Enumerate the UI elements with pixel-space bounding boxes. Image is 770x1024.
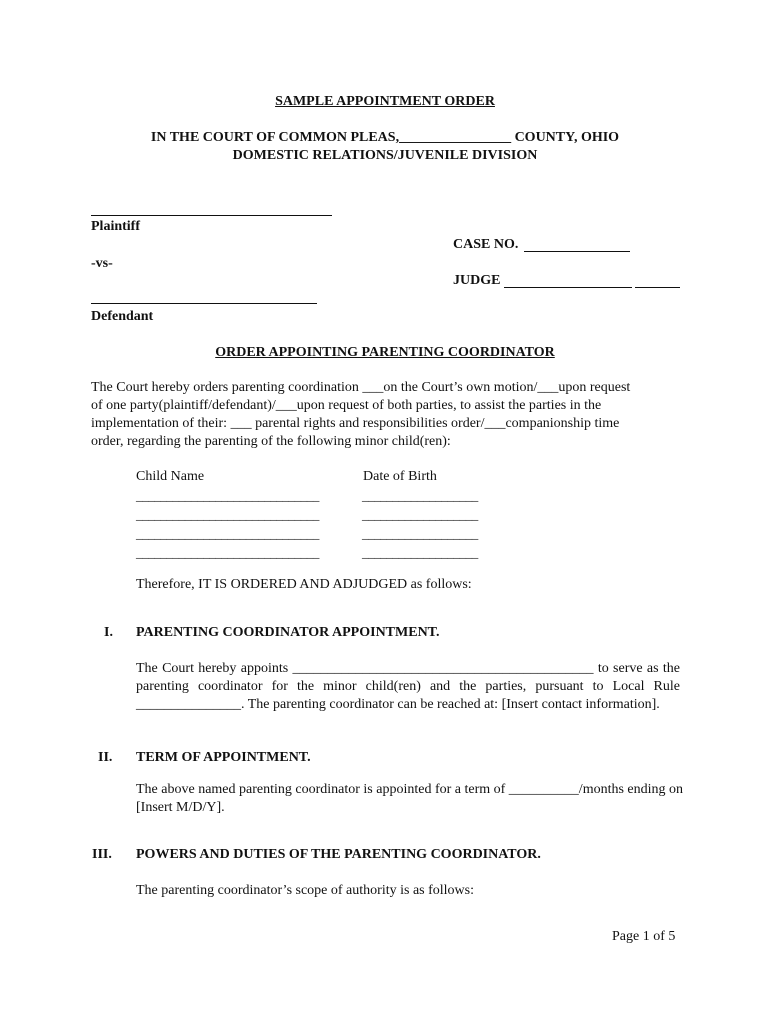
- vs-label: -vs-: [91, 256, 113, 271]
- intro-line-4: order, regarding the parenting of the following minor child(ren):: [91, 434, 451, 449]
- intro-line-3: implementation of their: ___ parental rights and responsibilities order/___companionship time: [91, 416, 620, 431]
- child-dob-blank: ___________________: [362, 545, 478, 560]
- section-1-body: The Court hereby appoints ___________________________________________ to serve as the parenting coordinator for the minor child(ren) and the parties, pursuant to Local Rule _______________. The parenting coordinator can be reached at: [Insert contact information].: [136, 661, 680, 712]
- section-1-numeral: I.: [104, 625, 113, 640]
- intro-line-2: of one party(plaintiff/defendant)/___upon request of both parties, to assist the parties in the: [91, 398, 602, 413]
- child-dob-blank: ___________________: [362, 526, 478, 541]
- section-2-numeral: II.: [98, 750, 113, 765]
- section-2-body: The above named parenting coordinator is appointed for a term of __________/months ending on [Insert M/D/Y].: [136, 782, 684, 815]
- section-3-heading: POWERS AND DUTIES OF THE PARENTING COORDINATOR.: [136, 847, 541, 862]
- section-1-heading: PARENTING COORDINATOR APPOINTMENT.: [136, 625, 440, 640]
- defendant-label: Defendant: [91, 309, 154, 324]
- child-name-blank: ______________________________: [136, 488, 320, 503]
- plaintiff-label: Plaintiff: [91, 219, 140, 234]
- case-no-blank: [524, 251, 630, 252]
- child-name-blank: ______________________________: [136, 545, 320, 560]
- judge-blank-2: [635, 287, 680, 288]
- judge-blank-1: [504, 287, 632, 288]
- intro-line-1: The Court hereby orders parenting coordination ___on the Court’s own motion/___upon request: [91, 380, 631, 395]
- plaintiff-signature-line: [91, 215, 332, 216]
- child-dob-blank: ___________________: [362, 488, 478, 503]
- section-3-body: The parenting coordinator’s scope of authority is as follows:: [136, 883, 474, 898]
- child-dob-blank: ___________________: [362, 507, 478, 522]
- judge-label: JUDGE: [453, 273, 501, 288]
- section-2-heading: TERM OF APPOINTMENT.: [136, 750, 311, 765]
- therefore-text: Therefore, IT IS ORDERED AND ADJUDGED as follows:: [136, 577, 472, 592]
- page-number: Page 1 of 5: [612, 929, 676, 944]
- child-name-blank: ______________________________: [136, 507, 320, 522]
- section-3-numeral: III.: [92, 847, 112, 862]
- division-line: DOMESTIC RELATIONS/JUVENILE DIVISION: [232, 148, 538, 163]
- case-no-label: CASE NO.: [453, 237, 519, 252]
- child-name-header: Child Name: [136, 469, 205, 484]
- defendant-signature-line: [91, 303, 317, 304]
- date-of-birth-header: Date of Birth: [363, 469, 437, 484]
- document-title: SAMPLE APPOINTMENT ORDER: [275, 94, 495, 109]
- order-title: ORDER APPOINTING PARENTING COORDINATOR: [215, 345, 555, 360]
- court-line: IN THE COURT OF COMMON PLEAS,________________ COUNTY, OHIO: [150, 130, 620, 145]
- child-name-blank: ______________________________: [136, 526, 320, 541]
